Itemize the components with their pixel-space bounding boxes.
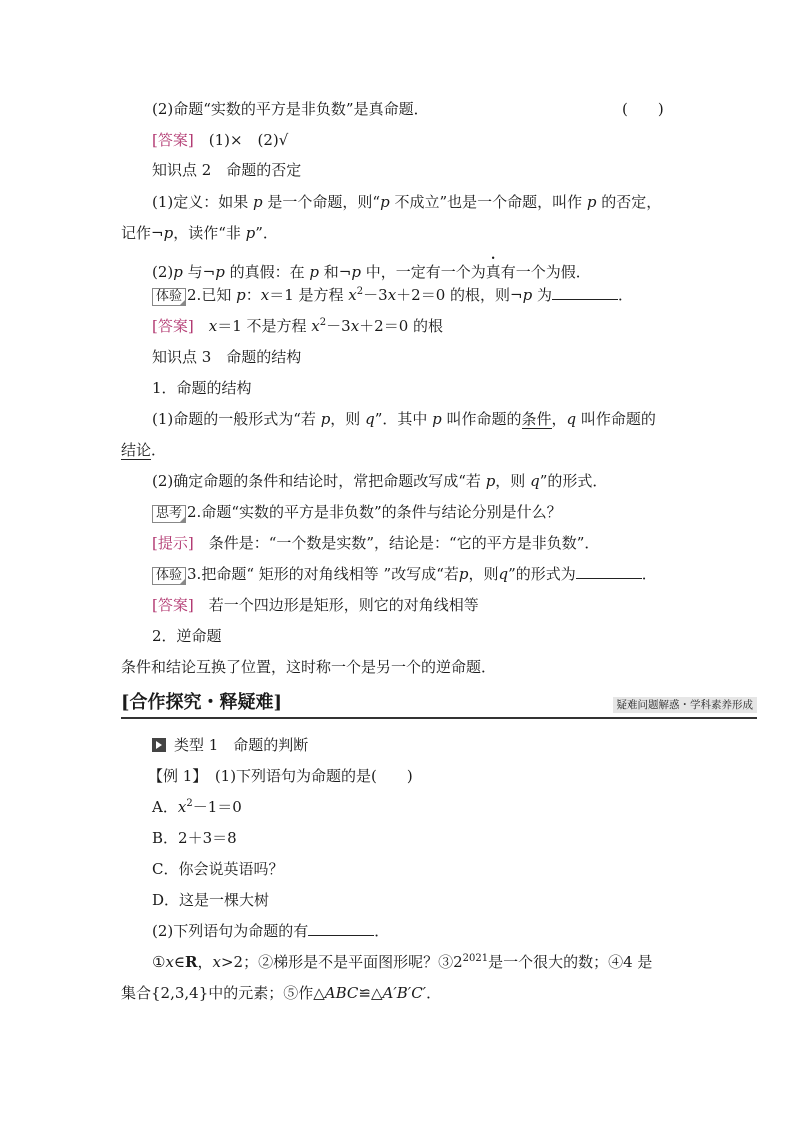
line-definition-cont: 记作¬p，读作“非 p”． [121,224,278,242]
fill-blank[interactable] [576,564,642,579]
option-d: D．这是一棵大树 [152,891,270,909]
answer-label: [答案] [152,596,194,614]
line-general-form: (1)命题的一般形式为“若 p，则 q”．其中 p 叫作命题的条件，q 叫作命题的 [152,410,656,428]
line-definition: (1)定义：如果 p 是一个命题，则“p 不成立”也是一个命题，叫作 p 的否定， [152,193,662,211]
heading-structure: 1．命题的结构 [152,379,252,397]
option-b: B．2＋3＝8 [152,829,237,847]
corner-triangle-icon [179,578,186,585]
line-general-form-cont: 结论． [121,441,167,459]
hint-label: [提示] [152,534,194,552]
heading-type-1: 类型 1 命题的判断 [152,735,308,755]
option-c: C．你会说英语吗？ [152,860,284,878]
line-converse-def: 条件和结论互换了位置，这时称一个是另一个的逆命题． [121,658,497,676]
line-truth: (2)p 与¬p 的真假：在 p 和¬p 中，一定有一个为真有一个为假． [152,263,591,281]
answer-parentheses: ( ) [622,100,664,118]
fill-blank[interactable] [308,921,374,936]
line-statements: ①x∈R，x>2；②梯形是不是平面图形呢？$③2^{2021}$是一个很大的数；④4 是 [152,953,653,971]
play-triangle-icon [152,738,166,752]
answer-label: [答案] [152,317,194,335]
line-example-1: 【例 1】 (1)下列语句为命题的是( ) [148,767,413,785]
line-think-2: 思考 2.命题“实数的平方是非负数”的条件与结论分别是什么？ [152,502,562,523]
corner-triangle-icon [179,516,186,523]
line-answer-3: [答案] 若一个四边形是矩形，则它的对角线相等 [152,596,479,614]
line-answer-1: [答案] (1)× (2)√ [152,131,289,149]
section-title: [合作探究・释疑难] [121,692,283,713]
heading-knowledge-point-3: 知识点 3 命题的结构 [152,348,302,366]
line-experience-3: 体验 3.把命题“ 矩形的对角线相等 ”改写成“若p，则q”的形式为 ． [152,564,657,585]
line-question-2: (2)下列语句为命题的有 ． [152,922,390,940]
line-rewrite: (2)确定命题的条件和结论时，常把命题改写成“若 p，则 q”的形式． [152,472,608,490]
think-tag: 思考 [152,505,186,523]
line-answer-2: [答案] x＝1 不是方程 $x^2-3x+2=0$ 的根 [152,317,444,335]
corner-triangle-icon [179,299,186,306]
heading-converse: 2．逆命题 [152,627,222,645]
line-hint: [提示] 条件是：“一个数是实数”，结论是：“它的平方是非负数”． [152,534,600,552]
section-header [121,691,757,719]
section-tag: 疑难问题解惑・学科素养形成 [613,697,758,713]
line-statements-cont: 集合{2,3,4}中的元素；⑤作△ABC≌△A′B′C′． [121,984,442,1002]
heading-knowledge-point-2: 知识点 2 命题的否定 [152,161,302,179]
fill-blank[interactable] [552,285,618,300]
answer-label: [答案] [152,131,194,149]
option-a: A．$x^2-1=0$ [152,798,242,816]
line-experience-2: 体验 2.已知 p：x＝1 是方程 $x^2-3x+2=0$ 的根，则¬p 为 ． [152,285,633,306]
experience-tag: 体验 [152,567,186,585]
line-true-statement: (2)命题“实数的平方是非负数”是真命题． ( ) [152,100,664,118]
experience-tag: 体验 [152,288,186,306]
